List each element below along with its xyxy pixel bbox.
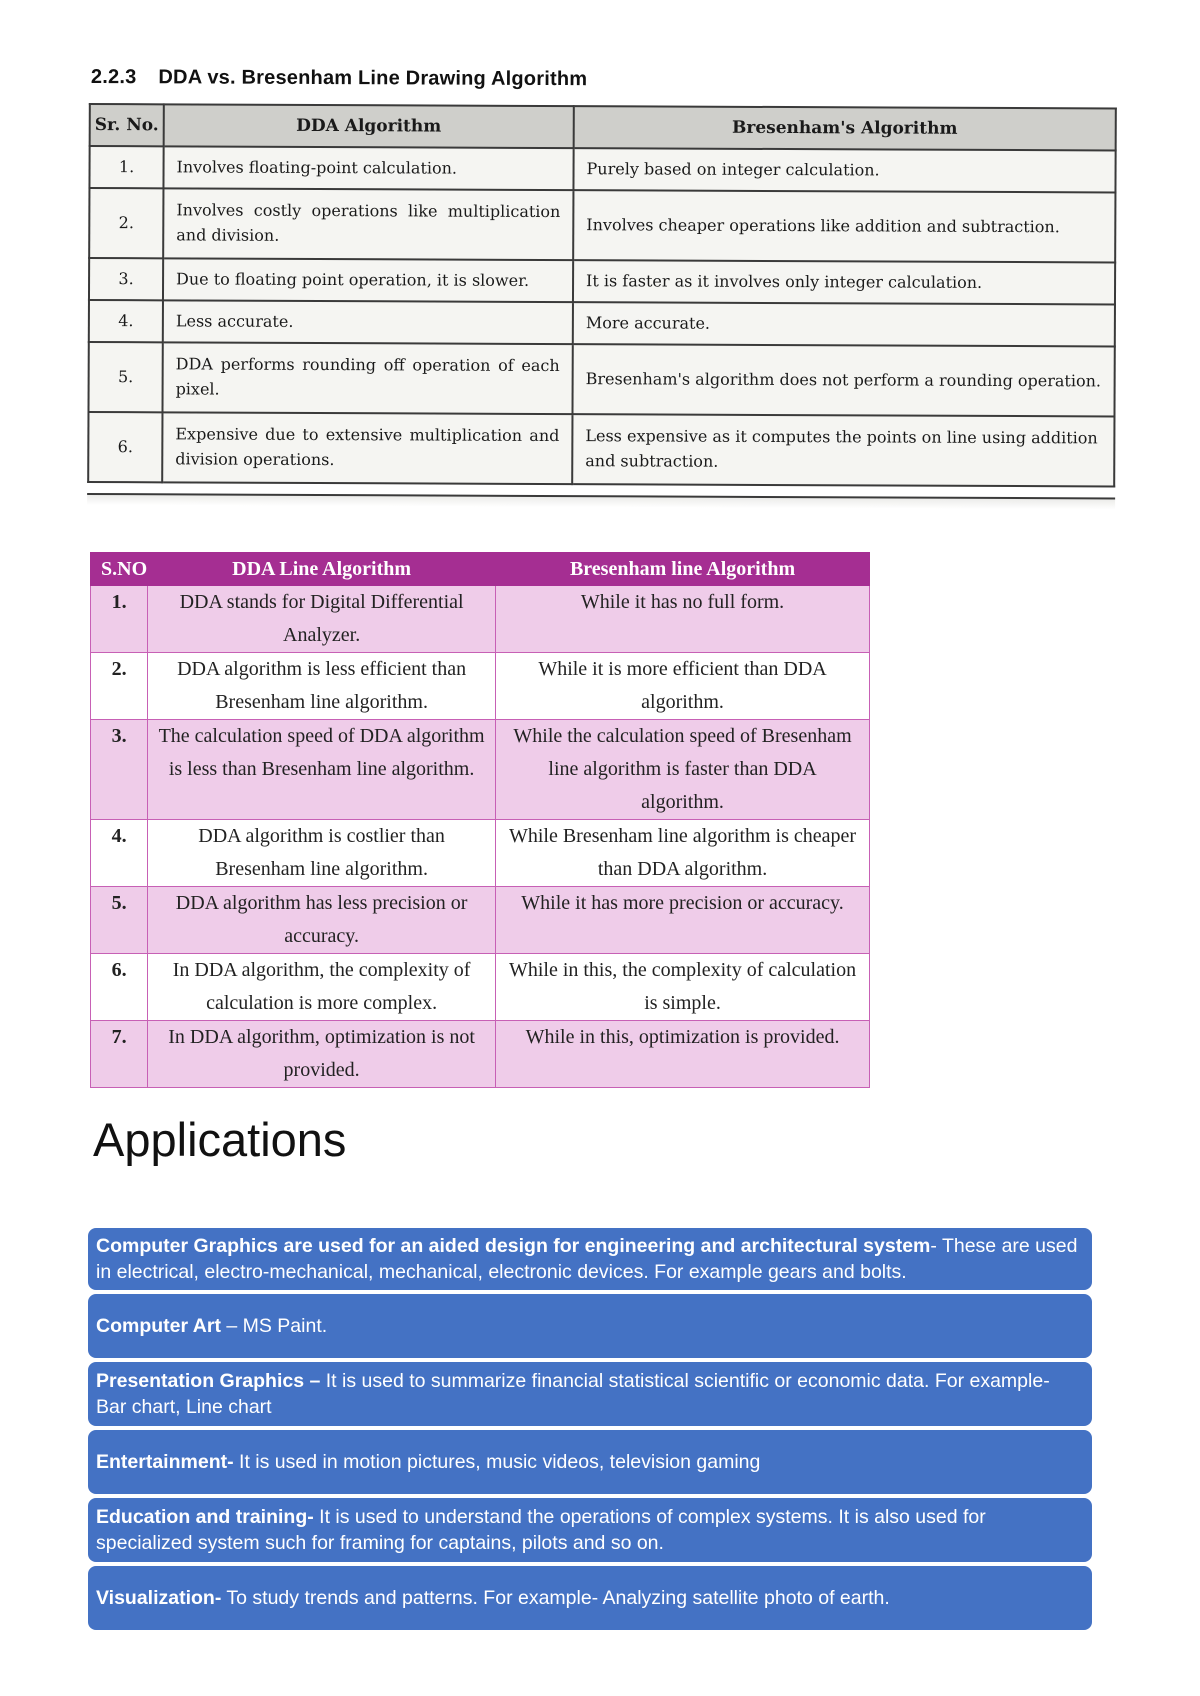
application-item-title: Computer Graphics are used for an aided design for engineering and architectural system bbox=[96, 1235, 931, 1257]
bresenham-cell: Less expensive as it computes the points on line using addition and subtraction. bbox=[572, 414, 1114, 486]
application-item-education bbox=[88, 1498, 1092, 1562]
column-header-sr-no: Sr. No. bbox=[90, 104, 164, 146]
column-header-dda: DDA Algorithm bbox=[164, 104, 574, 148]
table-row bbox=[89, 146, 1115, 192]
sr-cell: 6. bbox=[88, 412, 162, 482]
application-item-text: - These are used in electrical, electro-mechanical, mechanical, electronic devices. For example gears and bolts. bbox=[96, 1235, 1078, 1283]
dda-cell: Involves costly operations like multiplication and division. bbox=[163, 188, 573, 260]
application-item-computer-art bbox=[88, 1294, 1092, 1358]
scan-bottom-edge bbox=[87, 493, 1115, 509]
row-number: 7. bbox=[91, 1021, 148, 1088]
application-item-title: Entertainment- bbox=[96, 1451, 234, 1473]
dda-cell: The calculation speed of DDA algorithm is less than Bresenham line algorithm. bbox=[148, 720, 496, 820]
table-row bbox=[91, 653, 870, 720]
table-row bbox=[91, 887, 870, 954]
dda-cell: In DDA algorithm, optimization is not provided. bbox=[148, 1021, 496, 1088]
section-heading bbox=[91, 66, 1119, 93]
bresenham-cell: While in this, optimization is provided. bbox=[496, 1021, 870, 1088]
application-item-title: Visualization- bbox=[96, 1587, 222, 1609]
application-item-text: To study trends and patterns. For example- Analyzing satellite photo of earth. bbox=[221, 1587, 890, 1609]
application-item-entertainment bbox=[88, 1430, 1092, 1494]
application-item-text: It is used in motion pictures, music videos, television gaming bbox=[233, 1451, 761, 1473]
table-row bbox=[91, 954, 870, 1021]
dda-cell: Expensive due to extensive multiplication and division operations. bbox=[162, 412, 572, 484]
dda-cell: In DDA algorithm, the complexity of calculation is more complex. bbox=[148, 954, 496, 1021]
table-row bbox=[89, 188, 1115, 262]
table-row bbox=[89, 300, 1115, 346]
bresenham-cell: While in this, the complexity of calculation is simple. bbox=[496, 954, 870, 1021]
dda-cell: Less accurate. bbox=[163, 300, 573, 344]
row-number: 6. bbox=[91, 954, 148, 1021]
bresenham-cell: It is faster as it involves only integer calculation. bbox=[573, 260, 1115, 304]
row-number: 2. bbox=[91, 653, 148, 720]
column-header-bresenham: Bresenham's Algorithm bbox=[574, 106, 1116, 150]
dda-cell: DDA stands for Digital Differential Analyzer. bbox=[148, 586, 496, 653]
column-header-dda-line: DDA Line Algorithm bbox=[148, 553, 496, 586]
application-item-title: Computer Art bbox=[96, 1315, 221, 1337]
application-item-presentation-graphics bbox=[88, 1362, 1092, 1426]
table-row bbox=[91, 586, 870, 653]
bresenham-cell: While it has more precision or accuracy. bbox=[496, 887, 870, 954]
application-item-text: – MS Paint. bbox=[220, 1315, 328, 1337]
table-row bbox=[88, 342, 1114, 416]
bresenham-cell: More accurate. bbox=[573, 302, 1115, 346]
application-item-title: Education and training- bbox=[96, 1506, 314, 1528]
bresenham-cell: Bresenham's algorithm does not perform a rounding operation. bbox=[572, 344, 1114, 416]
scanned-table-section bbox=[87, 66, 1119, 509]
applications-list bbox=[88, 1228, 1092, 1634]
table-row bbox=[88, 412, 1114, 486]
table-row bbox=[91, 1021, 870, 1088]
table-row bbox=[91, 720, 870, 820]
scanned-comparison-table bbox=[87, 103, 1117, 487]
sr-cell: 5. bbox=[88, 342, 162, 412]
dda-cell: DDA algorithm has less precision or accuracy. bbox=[148, 887, 496, 954]
dda-cell: Involves floating-point calculation. bbox=[163, 146, 573, 190]
sr-cell: 3. bbox=[89, 258, 163, 300]
sr-cell: 1. bbox=[89, 146, 163, 188]
row-number: 3. bbox=[91, 720, 148, 820]
row-number: 4. bbox=[91, 820, 148, 887]
dda-cell: Due to floating point operation, it is slower. bbox=[163, 258, 573, 302]
column-header-bresenham-line: Bresenham line Algorithm bbox=[496, 553, 870, 586]
row-number: 5. bbox=[91, 887, 148, 954]
bresenham-cell: While the calculation speed of Bresenham line algorithm is faster than DDA algorithm. bbox=[496, 720, 870, 820]
bresenham-cell: Involves cheaper operations like addition and subtraction. bbox=[573, 190, 1115, 262]
applications-heading: Applications bbox=[93, 1113, 347, 1166]
column-header-sno: S.NO bbox=[91, 553, 148, 586]
application-item-text: It is used to understand the operations of complex systems. It is also used for specialized system such for framing for captains, pilots and so on. bbox=[96, 1506, 986, 1554]
row-number: 1. bbox=[91, 586, 148, 653]
application-item-title: Presentation Graphics – bbox=[96, 1370, 321, 1392]
dda-cell: DDA algorithm is costlier than Bresenham line algorithm. bbox=[148, 820, 496, 887]
table-row bbox=[91, 820, 870, 887]
section-title: DDA vs. Bresenham Line Drawing Algorithm bbox=[158, 66, 588, 91]
bresenham-cell: While it is more efficient than DDA algorithm. bbox=[496, 653, 870, 720]
bresenham-cell: Purely based on integer calculation. bbox=[573, 148, 1115, 192]
dda-cell: DDA performs rounding off operation of each pixel. bbox=[162, 342, 572, 414]
section-number: 2.2.3 bbox=[90, 66, 137, 89]
sr-cell: 4. bbox=[89, 300, 163, 342]
application-item-cad bbox=[88, 1228, 1092, 1290]
bresenham-cell: While it has no full form. bbox=[496, 586, 870, 653]
table-row bbox=[89, 258, 1115, 304]
bresenham-cell: While Bresenham line algorithm is cheaper than DDA algorithm. bbox=[496, 820, 870, 887]
sr-cell: 2. bbox=[89, 188, 163, 258]
dda-cell: DDA algorithm is less efficient than Bresenham line algorithm. bbox=[148, 653, 496, 720]
dda-bresenham-table bbox=[90, 552, 870, 1088]
application-item-text: It is used to summarize financial statistical scientific or economic data. For example- Bar chart, Line chart bbox=[96, 1370, 1050, 1418]
application-item-visualization bbox=[88, 1566, 1092, 1630]
